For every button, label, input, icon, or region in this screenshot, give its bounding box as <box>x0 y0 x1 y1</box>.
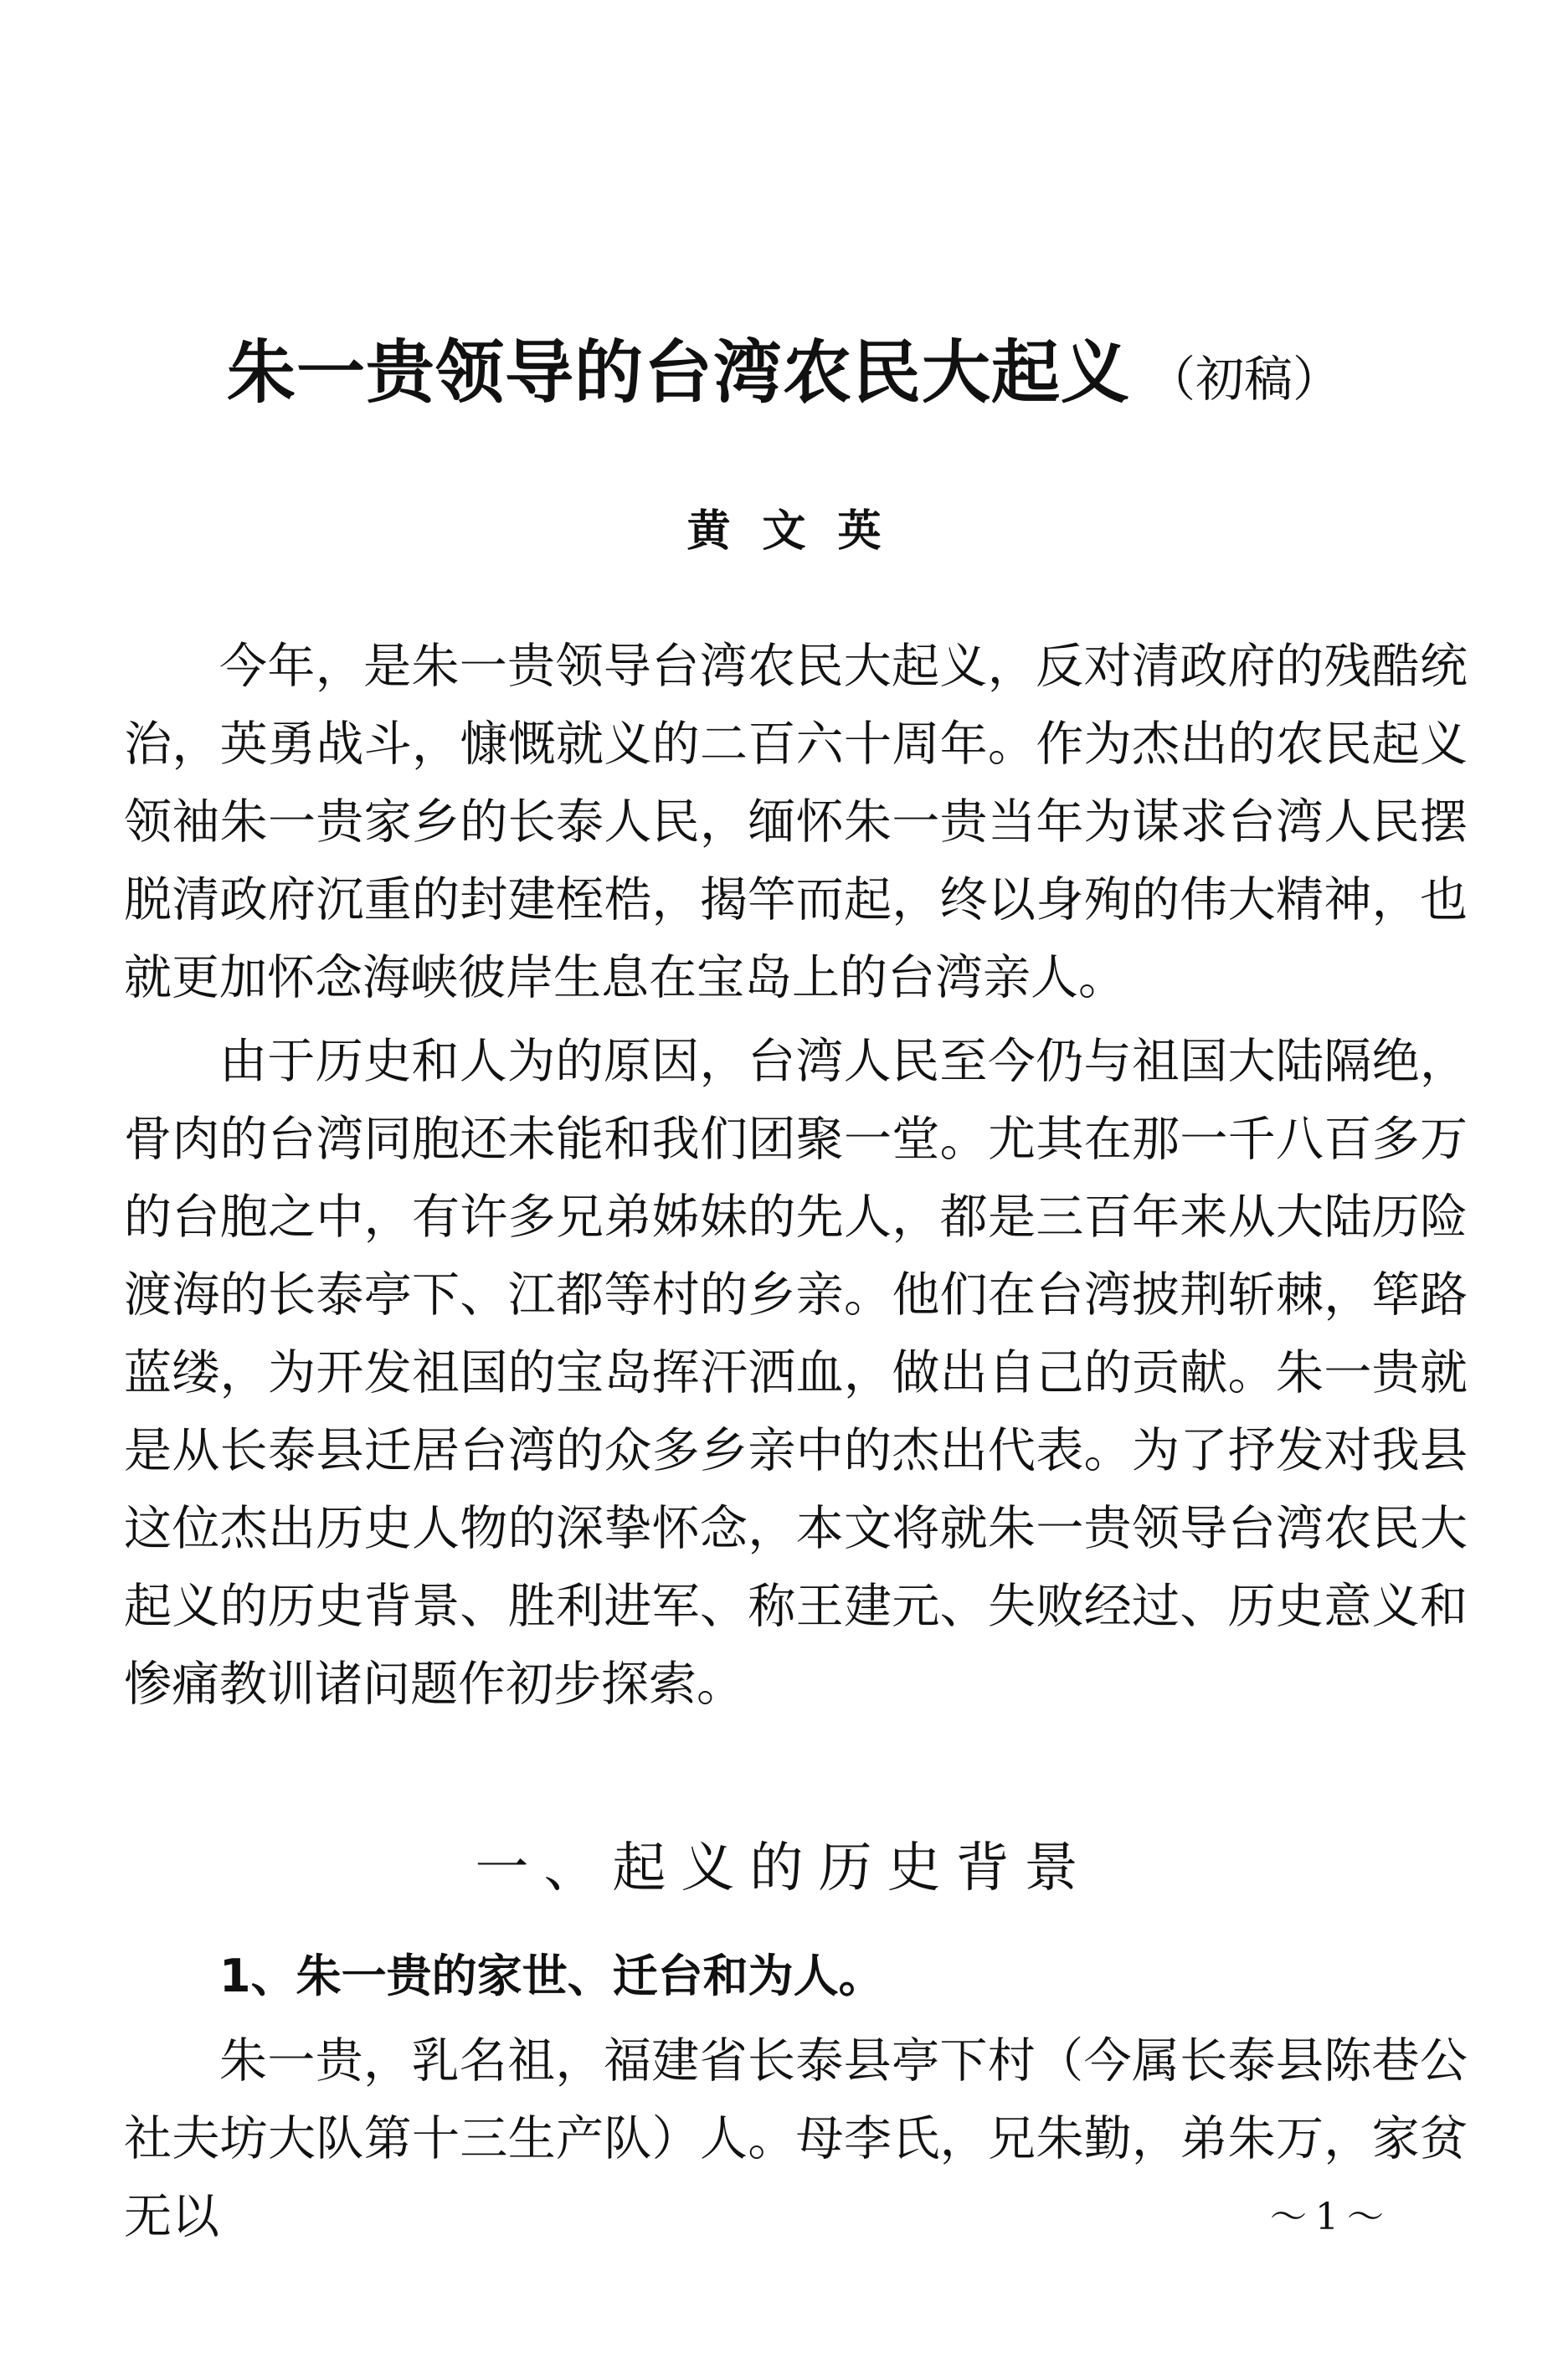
paragraph-purpose: 由于历史和人为的原因，台湾人民至今仍与祖国大陆隔绝，骨肉的台湾同胞还未能和我们团聚一堂。尤其在那一千八百多万的台胞之中，有许多兄弟姊妹的先人，都是三百年来从大陆历险渡海的长泰亭下、江都等村的乡亲。他们在台湾披荆斩棘，筚路蓝缕，为开发祖国的宝岛挥汗洒血，做出自己的贡献。朱一贵就是从长泰县迁居台湾的众多乡亲中的杰出代表。为了抒发对我县这位杰出历史人物的深挚怀念，本文将就朱一贵领导台湾农民大起义的历史背景、胜利进军、称王建元、失败经过、历史意义和惨痛教训诸问题作初步探索。 <box>124 1034 1468 1712</box>
paragraph-family-background: 朱一贵，乳名祖，福建省长泰县亭下村（今属长泰县陈巷公社夫坊大队第十三生产队）人。母李氏，兄朱勤，弟朱万，家贫无以 <box>124 2033 1468 2244</box>
document-title: 朱一贵领导的台湾农民大起义 <box>226 333 1130 413</box>
paragraph-intro: 今年，是朱一贵领导台湾农民大起义，反对清政府的残酷统治，英勇战斗，慷慨就义的二百六十周年。作为杰出的农民起义领袖朱一贵家乡的长泰人民，缅怀朱一贵当年为谋求台湾人民摆脱清政府沉重的封建桎梏，揭竿而起，终以身殉的伟大精神，也就更加怀念海峡彼岸生息在宝岛上的台湾亲人。 <box>124 639 1468 1005</box>
page-number: ～1～ <box>1270 2196 1392 2238</box>
subsection-heading: 1、朱一贵的家世、迁台和为人。 <box>219 1950 884 2002</box>
section-heading: 一、起义的历史背景 <box>475 1837 1093 1899</box>
title-row <box>0 318 1568 416</box>
draft-note: （初稿） <box>1147 351 1342 408</box>
author-name: 黄文英 <box>686 506 913 557</box>
